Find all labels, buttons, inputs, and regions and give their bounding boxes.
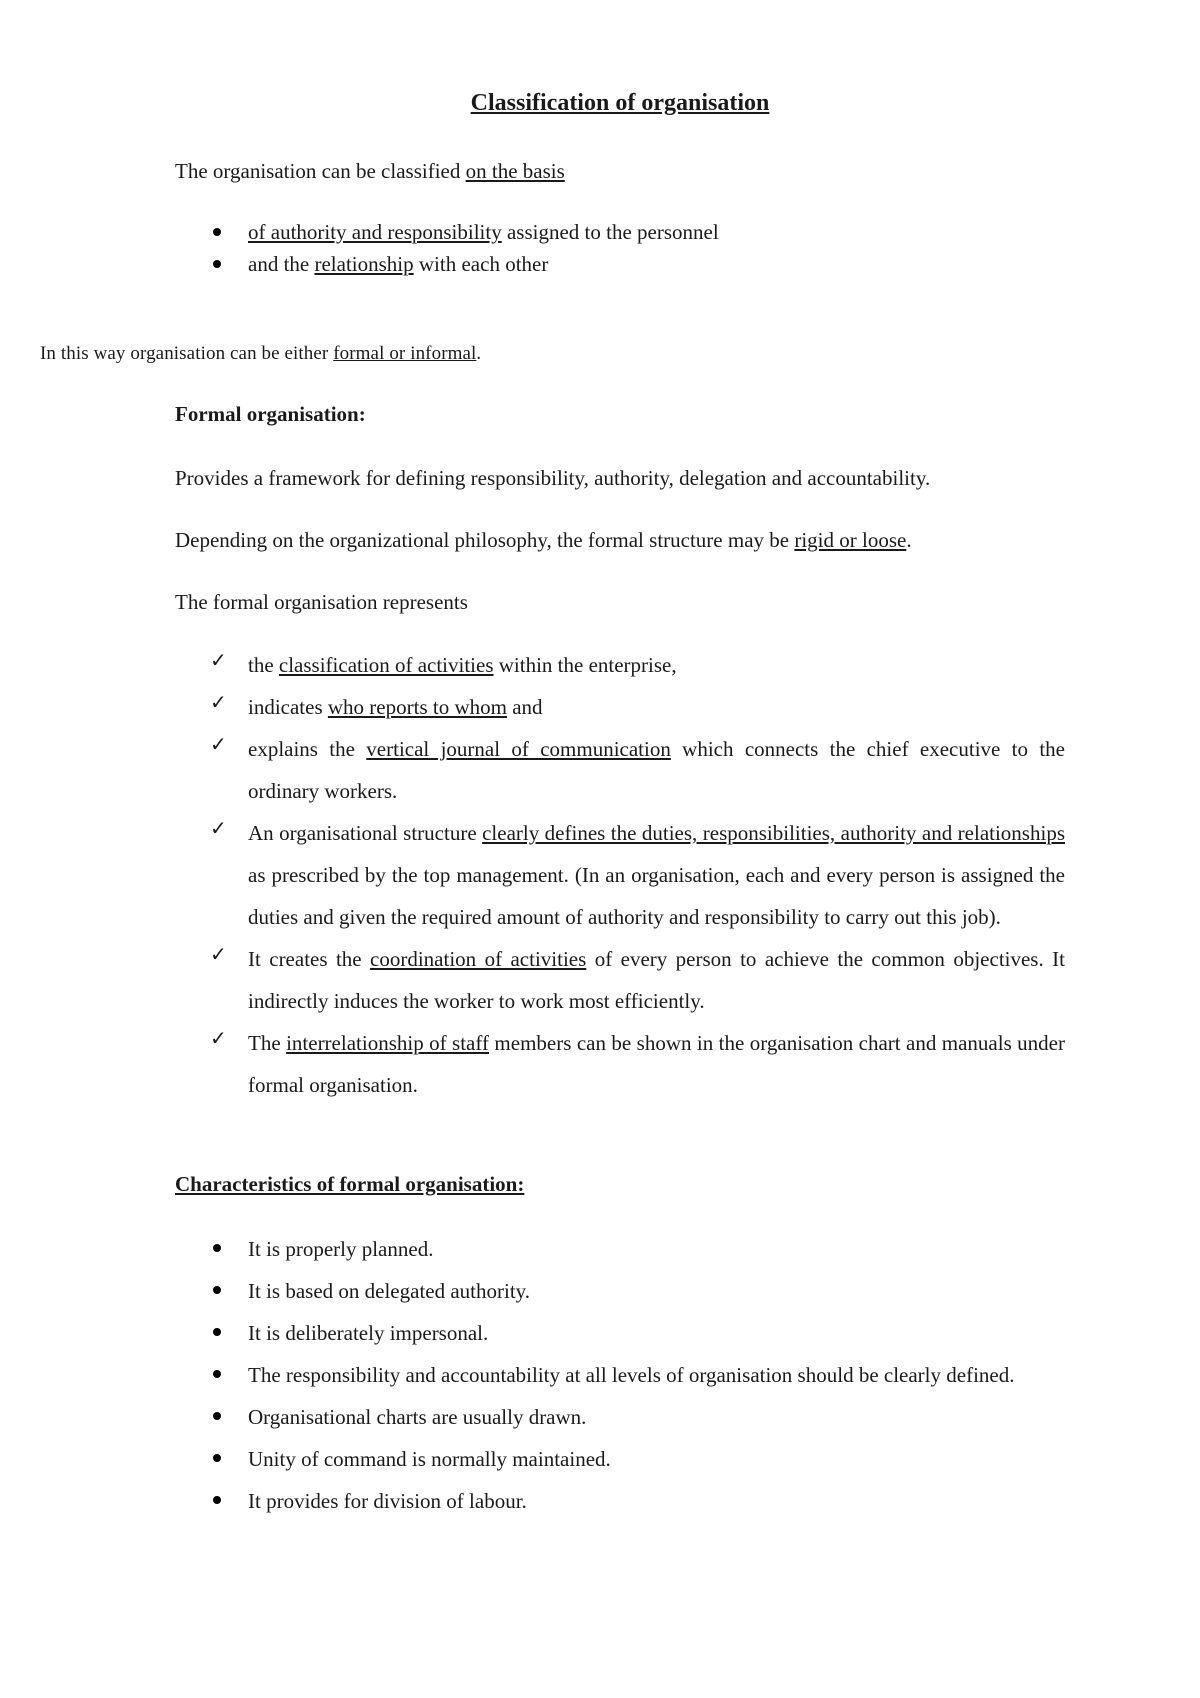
item-rest: with each other (413, 252, 549, 276)
list-item (175, 1438, 1065, 1480)
way-line (40, 343, 481, 365)
bullet-icon (213, 1244, 221, 1252)
list-item (175, 938, 1065, 1022)
represents-paragraph: The formal organisation represents (175, 590, 468, 614)
item-before: explains the (248, 737, 367, 761)
way-underlined: formal or informal (333, 343, 477, 364)
item-text: It is properly planned. (248, 1237, 434, 1261)
characteristics-list (175, 1228, 1065, 1522)
item-before: An organisational structure (248, 821, 483, 845)
bullet-icon (213, 1286, 221, 1294)
formal-heading: Formal organisation: (175, 402, 366, 426)
basis-list (175, 216, 1065, 280)
item-before: It creates the (248, 947, 371, 971)
list-item (175, 216, 1065, 248)
checkmark-icon: ✓ (210, 690, 227, 714)
way-text: In this way organisation can be either (40, 343, 334, 364)
checkmark-icon: ✓ (210, 942, 227, 966)
bullet-icon (213, 1496, 221, 1504)
item-underlined: who reports to whom (327, 695, 507, 719)
bullet-icon (213, 1328, 221, 1336)
item-rest: of every person to achieve the common objectives. It indirectly induces the worker to work most efficiently. (248, 947, 1065, 1013)
list-item (175, 1228, 1065, 1270)
intro-underlined: on the basis (465, 159, 565, 183)
item-underlined: relationship (314, 252, 414, 276)
item-underlined: of authority and responsibility (248, 220, 502, 244)
checkmark-icon: ✓ (210, 648, 227, 672)
bullet-icon (213, 1454, 221, 1462)
item-before: and the (248, 252, 315, 276)
item-rest: as prescribed by the top management. (In an organisation, each and every person is assigned the duties and given the required amount of authority and responsibility to carry out this job). (248, 863, 1065, 929)
intro-paragraph (175, 157, 1075, 185)
bullet-icon (213, 1370, 221, 1378)
list-item (175, 1022, 1065, 1106)
characteristics-heading: Characteristics of formal organisation: (175, 1172, 525, 1196)
item-underlined: vertical journal of communication (366, 737, 671, 761)
checkmark-icon: ✓ (210, 816, 227, 840)
list-item (175, 812, 1065, 938)
document-title: Classification of organisation (470, 90, 770, 116)
list-item (175, 248, 1065, 280)
item-rest: assigned to the personnel (501, 220, 719, 244)
item-underlined: classification of activities (278, 653, 494, 677)
item-text: It is based on delegated authority. (248, 1279, 531, 1303)
bullet-icon (213, 260, 221, 268)
list-item (175, 1396, 1065, 1438)
item-text: The responsibility and accountability at all levels of organisation should be clearly defined. (248, 1363, 1015, 1387)
item-text: Organisational charts are usually drawn. (248, 1405, 587, 1429)
framework-paragraph: Provides a framework for defining responsibility, authority, delegation and accountability. (175, 466, 931, 490)
bullet-icon (213, 228, 221, 236)
item-text: It provides for division of labour. (248, 1489, 527, 1513)
item-before: the (248, 653, 279, 677)
checkmark-icon: ✓ (210, 1026, 227, 1050)
item-before: The (248, 1031, 287, 1055)
item-rest: and (506, 695, 543, 719)
list-item (175, 686, 1065, 728)
intro-text: The organisation can be classified (175, 159, 466, 183)
item-text: It is deliberately impersonal. (248, 1321, 489, 1345)
philosophy-paragraph (175, 526, 1075, 554)
list-item (175, 644, 1065, 686)
list-item (175, 1354, 1065, 1396)
philosophy-text: Depending on the organizational philosophy, the formal structure may be (175, 528, 795, 552)
item-before: indicates (248, 695, 328, 719)
item-rest: which connects the chief executive to the ordinary workers. (248, 737, 1066, 803)
way-after: . (476, 343, 482, 364)
item-underlined: interrelationship of staff (286, 1031, 489, 1055)
item-underlined: coordination of activities (370, 947, 587, 971)
philosophy-underlined: rigid or loose (794, 528, 907, 552)
list-item (175, 728, 1065, 812)
checkmark-icon: ✓ (210, 732, 227, 756)
represents-list (175, 644, 1065, 1106)
philosophy-after: . (906, 528, 912, 552)
list-item (175, 1270, 1065, 1312)
bullet-icon (213, 1412, 221, 1420)
list-item (175, 1312, 1065, 1354)
item-underlined: clearly defines the duties, responsibilities, authority and relationships (482, 821, 1065, 845)
item-rest: members can be shown in the organisation chart and manuals under formal organisation. (248, 1031, 1065, 1097)
list-item (175, 1480, 1065, 1522)
item-rest: within the enterprise, (493, 653, 677, 677)
item-text: Unity of command is normally maintained. (248, 1447, 611, 1471)
